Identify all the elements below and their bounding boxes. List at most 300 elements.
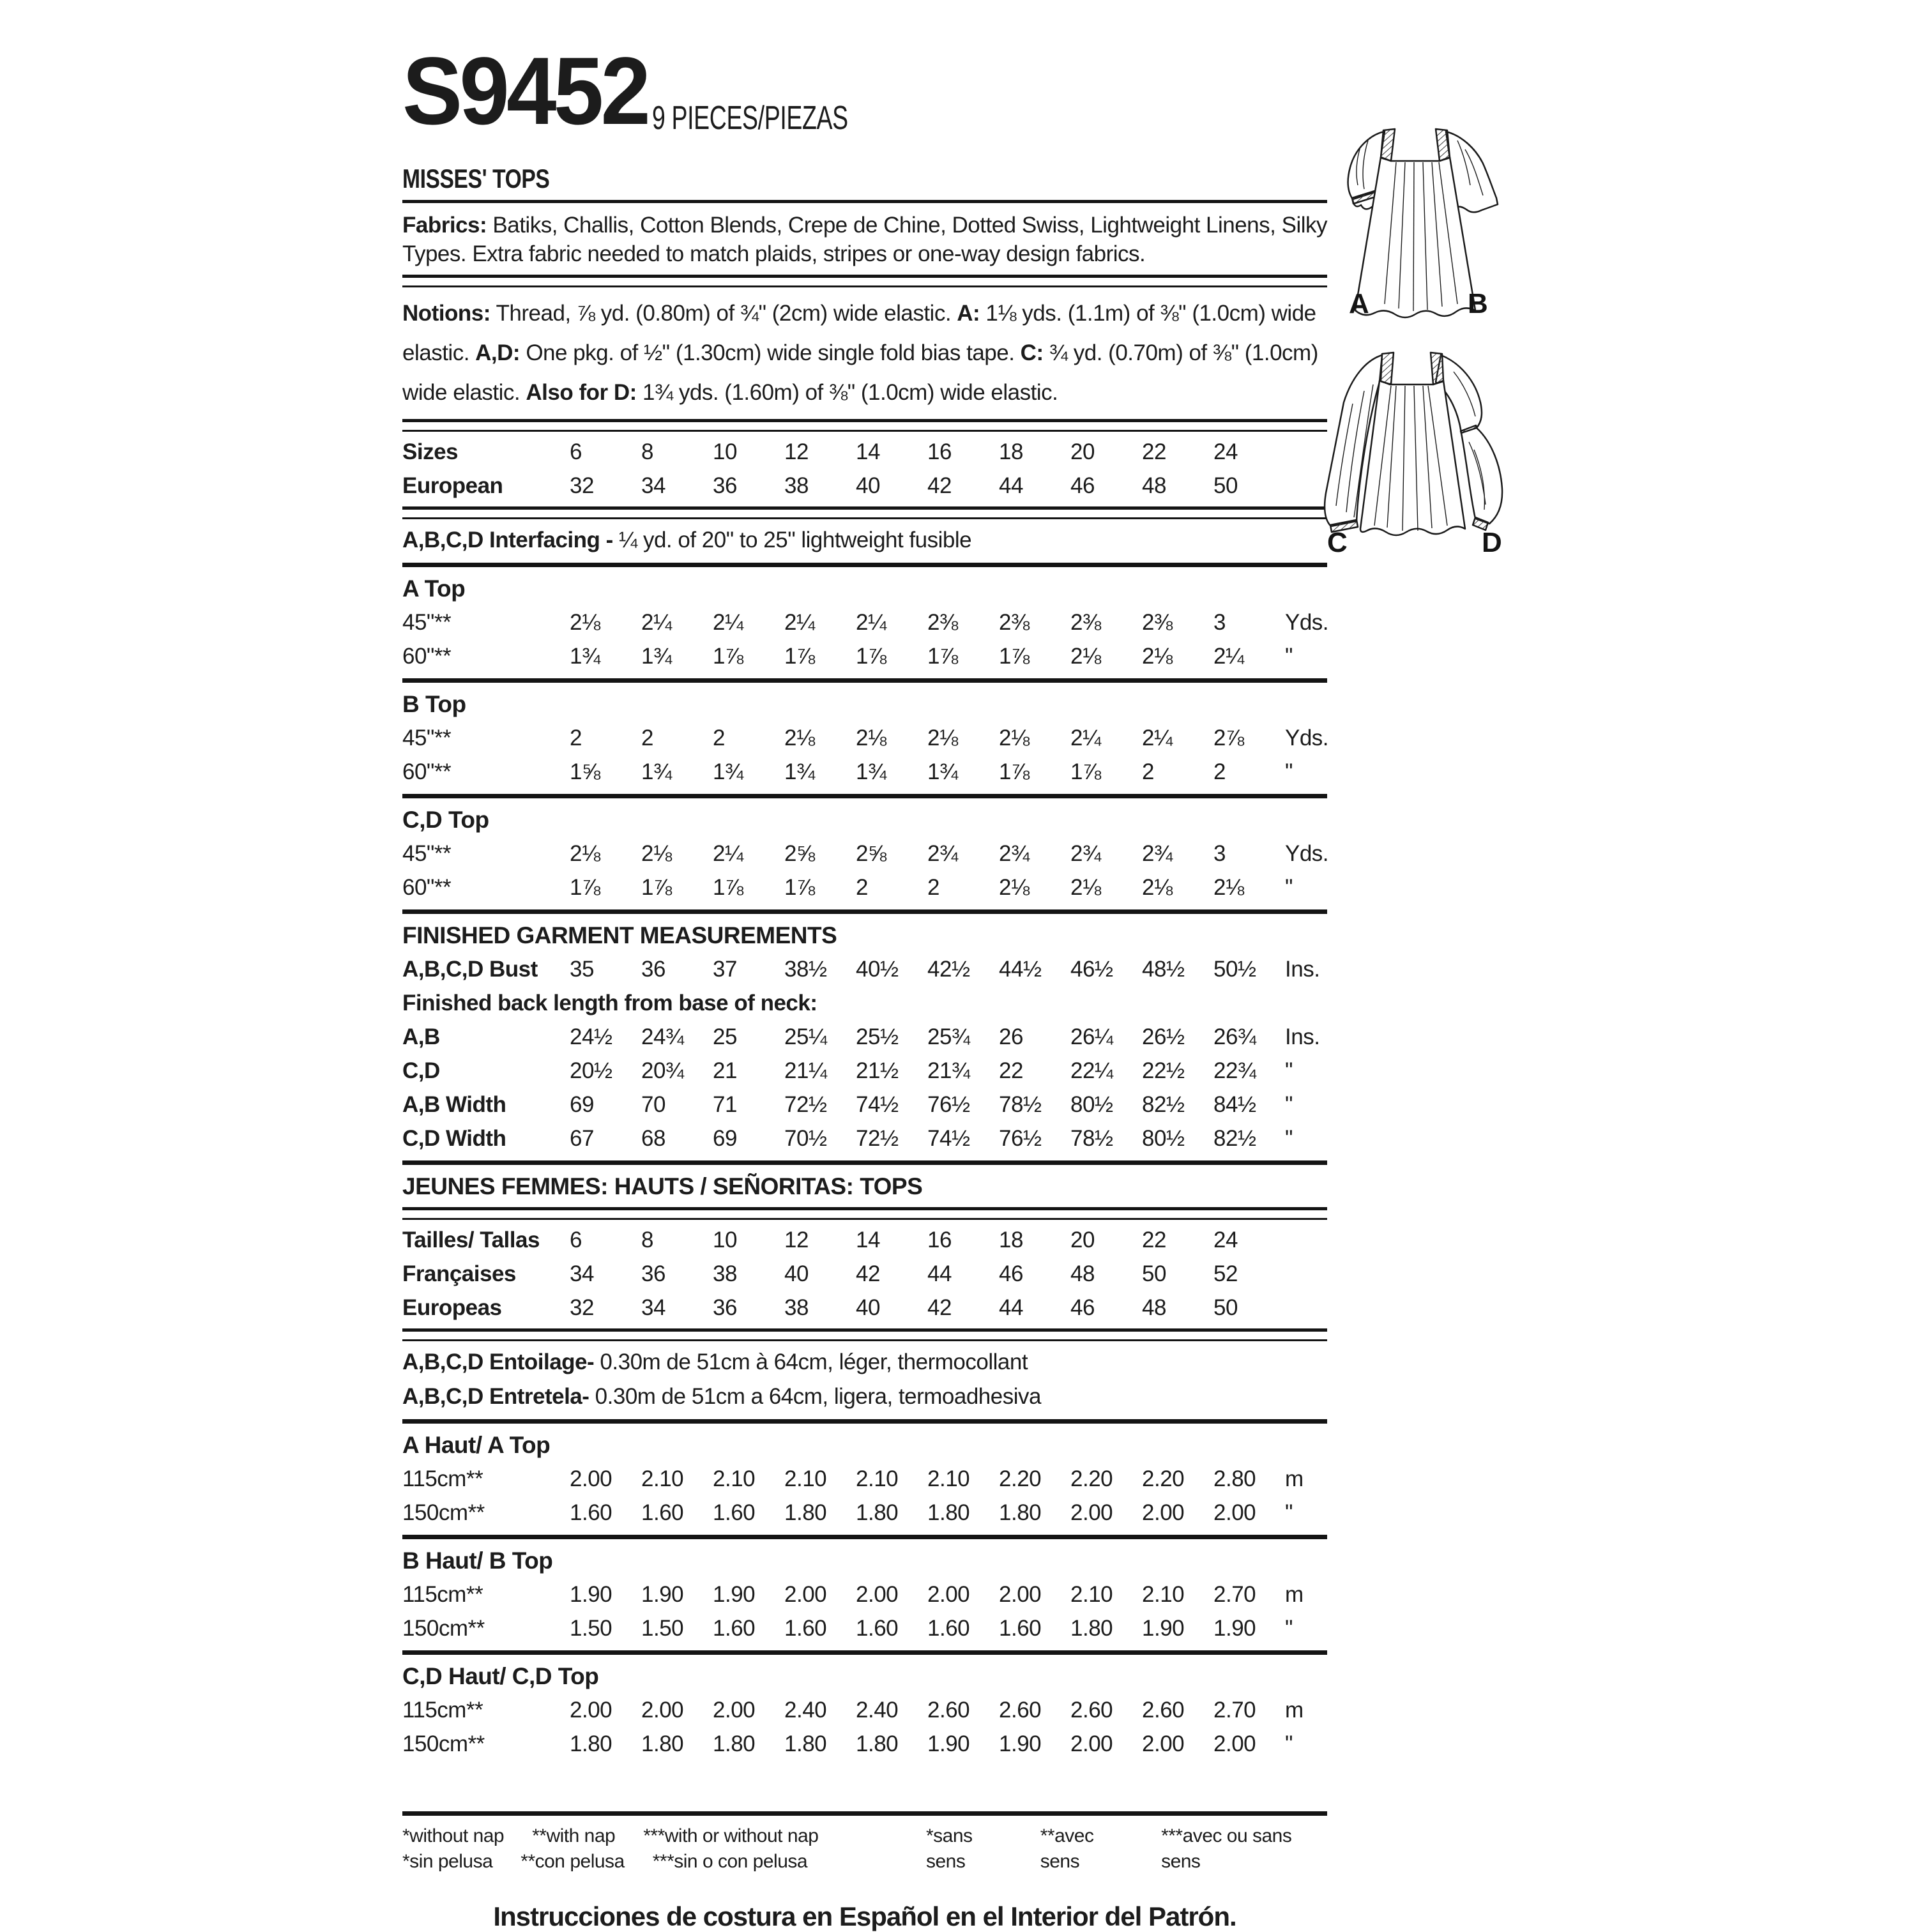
table-cell: 2⅛ (999, 875, 1030, 900)
table-cell: 74½ (927, 1126, 970, 1151)
table-cell: 2⅛ (999, 726, 1030, 750)
footnote-item: **avec sens (1040, 1825, 1094, 1872)
table-cell: 6 (570, 439, 582, 464)
table-cell: 1.80 (570, 1731, 612, 1756)
footnotes-french (926, 1823, 1327, 1875)
row-unit: " (1285, 1731, 1293, 1756)
table-cell: 2.60 (927, 1698, 970, 1723)
table-cell: 2 (1213, 759, 1226, 784)
table-cell: 80½ (1142, 1126, 1185, 1151)
view-d-label: D (1482, 527, 1502, 557)
table-cell: 22 (999, 1058, 1023, 1083)
divider-rule (402, 506, 1327, 519)
table-row (402, 1226, 1327, 1254)
footnotes-left (402, 1823, 926, 1875)
table-cell: 1⅞ (713, 644, 743, 669)
table-subheading: Finished back length from base of neck: (402, 991, 817, 1015)
table-cell: 38 (784, 1295, 809, 1320)
table-cell: 2⅛ (1070, 875, 1101, 900)
table-cell: 1.60 (999, 1616, 1042, 1641)
table-cell: 76½ (999, 1126, 1042, 1151)
row-label: European (402, 473, 503, 498)
footnote-item: *sans sens (926, 1825, 973, 1872)
table-row (402, 1696, 1327, 1724)
table-cell: 37 (713, 957, 737, 982)
strap-left (1381, 353, 1394, 384)
table-cell: 18 (999, 1228, 1023, 1252)
table-cell: 38 (713, 1261, 737, 1286)
yardage-table-a (402, 609, 1327, 671)
table-cell: 74½ (856, 1092, 899, 1117)
table-cell: 38 (784, 473, 809, 498)
table-cell: 1¾ (570, 644, 600, 669)
row-label: 45"** (402, 726, 452, 750)
table-row (402, 643, 1327, 671)
row-unit: Yds. (1285, 610, 1329, 635)
table-cell: 3 (1213, 610, 1226, 635)
table-cell: 1⅞ (927, 644, 958, 669)
table-row (402, 874, 1327, 902)
table-cell: 2⅝ (856, 841, 886, 866)
footnote-item: ***with or without nap (643, 1825, 819, 1846)
table-cell: 1.60 (713, 1616, 756, 1641)
table-cell: 50 (1213, 473, 1238, 498)
garment-views (1311, 121, 1528, 557)
interfacing-label: A,B,C,D Interfacing - (402, 528, 620, 552)
notions-text: ¾ yd. (0.70m) of ⅜" (1.0cm) wide elastic. (402, 340, 1318, 405)
table-cell: 2.10 (856, 1466, 899, 1491)
table-cell: 2 (641, 726, 653, 750)
table-cell: 2.00 (641, 1698, 684, 1723)
table-cell: 48 (1142, 1295, 1166, 1320)
table-cell: 35 (570, 957, 594, 982)
table-cell: 2 (856, 875, 868, 900)
table-cell: 1⅞ (1070, 759, 1101, 784)
table-cell: 18 (999, 439, 1023, 464)
notions-paragraph (402, 294, 1327, 413)
table-cell: 2.10 (713, 1466, 756, 1491)
row-label: 60"** (402, 759, 452, 784)
row-label: 115cm** (402, 1466, 483, 1491)
table-row (402, 1260, 1327, 1288)
table-cell: 2⅛ (1213, 875, 1244, 900)
table-cell: 22 (1142, 1228, 1166, 1252)
table-cell: 3 (1213, 841, 1226, 866)
table-cell: 42 (927, 473, 952, 498)
table-cell: 44 (927, 1261, 952, 1286)
table-cell: 2 (570, 726, 582, 750)
table-cell: 2.00 (570, 1466, 612, 1491)
table-cell: 1.80 (999, 1500, 1042, 1525)
table-cell: 6 (570, 1228, 582, 1252)
table-cell: 16 (927, 439, 952, 464)
table-cell: 2.10 (1070, 1582, 1113, 1607)
french-size-table (402, 1226, 1327, 1322)
table-cell: 1⅞ (641, 875, 672, 900)
table-cell: 25¼ (784, 1024, 827, 1049)
table-row (402, 1023, 1327, 1051)
table-cell: 2⅛ (1142, 875, 1173, 900)
view-b-label: B (1468, 288, 1488, 319)
fabrics-text: Batiks, Challis, Cotton Blends, Crepe de Chine, Dotted Swiss, Lightweight Linens, Silky Types. Extra fabric needed to match plaids, stripes or one-way design fabrics. (402, 213, 1327, 266)
row-label: Françaises (402, 1261, 516, 1286)
table-cell: 2.20 (1070, 1466, 1113, 1491)
footnotes-english (402, 1823, 926, 1849)
table-cell: 2.00 (570, 1698, 612, 1723)
row-unit: " (1285, 1092, 1293, 1117)
table-cell: 2⅛ (784, 726, 815, 750)
interfacing-note (402, 526, 1327, 555)
row-label: Tailles/ Tallas (402, 1228, 540, 1252)
footnote-item: ***avec ou sans sens (1161, 1825, 1292, 1872)
table-cell: 1.60 (641, 1500, 684, 1525)
spacer (402, 1764, 1327, 1804)
row-unit: Ins. (1285, 957, 1320, 982)
notions-text: One pkg. of ½" (1.30cm) wide single fold bias tape. (520, 340, 1021, 365)
table-row (402, 758, 1327, 786)
fabrics-label: Fabrics: (402, 213, 487, 238)
row-unit: m (1285, 1698, 1304, 1723)
table-cell: 2¾ (1142, 841, 1173, 866)
table-cell: 2.00 (1142, 1731, 1185, 1756)
table-cell: 2⅛ (570, 841, 600, 866)
table-row (402, 955, 1327, 984)
table-cell: 2¾ (1070, 841, 1101, 866)
table-cell: 1.80 (713, 1731, 756, 1756)
metric-table-b (402, 1581, 1327, 1643)
table-cell: 1.60 (713, 1500, 756, 1525)
table-row (402, 438, 1327, 466)
strap-right (1431, 353, 1443, 384)
row-label: 150cm** (402, 1500, 485, 1525)
row-unit: Ins. (1285, 1024, 1320, 1049)
table-cell: 2.00 (927, 1582, 970, 1607)
table-cell: 10 (713, 1228, 737, 1252)
table-cell: 2 (713, 726, 725, 750)
measurements-table (402, 955, 1327, 1153)
table-cell: 2⅛ (641, 841, 672, 866)
table-cell: 2⅛ (570, 610, 600, 635)
table-cell: 1⅞ (570, 875, 600, 900)
table-cell: 72½ (856, 1126, 899, 1151)
table-cell: 80½ (1070, 1092, 1113, 1117)
divider-rule (402, 1650, 1327, 1655)
table-cell: 50 (1142, 1261, 1166, 1286)
table-cell: 48½ (1142, 957, 1185, 982)
divider-rule (402, 1535, 1327, 1539)
notions-text: 1⅛ yds. (1.1m) of ⅜" (1.0cm) wide elastic. (402, 301, 1316, 365)
table-cell: 46½ (1070, 957, 1113, 982)
table-cell: 2.10 (784, 1466, 827, 1491)
table-cell: 12 (784, 1228, 809, 1252)
table-cell: 2.60 (1070, 1698, 1113, 1723)
table-cell: 32 (570, 473, 594, 498)
table-cell: 2.70 (1213, 1698, 1256, 1723)
table-cell: 24 (1213, 1228, 1238, 1252)
table-cell: 21 (713, 1058, 737, 1083)
table-row (402, 1294, 1327, 1322)
table-cell: 44½ (999, 957, 1042, 982)
table-cell: 1⅝ (570, 759, 600, 784)
row-unit: " (1285, 1126, 1293, 1151)
yardage-section-cd (402, 806, 1327, 914)
footnote-item: **with nap (532, 1825, 616, 1846)
table-cell: 34 (641, 473, 665, 498)
table-cell: 1⅞ (999, 759, 1030, 784)
table-cell: 1.80 (784, 1731, 827, 1756)
table-cell: 24½ (570, 1024, 612, 1049)
table-row (402, 1125, 1327, 1153)
table-cell: 26¾ (1213, 1024, 1256, 1049)
table-cell: 2.20 (1142, 1466, 1185, 1491)
pattern-number: S9452 (402, 37, 648, 144)
table-cell: 42 (927, 1295, 952, 1320)
row-unit: " (1285, 875, 1293, 900)
row-label: 45"** (402, 610, 452, 635)
table-cell: 1.80 (641, 1731, 684, 1756)
footnote-item: ***sin o con pelusa (652, 1851, 808, 1872)
section-title: B Haut/ B Top (402, 1548, 553, 1574)
divider-rule (402, 200, 1327, 203)
table-cell: 2¼ (856, 610, 886, 635)
table-cell: 78½ (999, 1092, 1042, 1117)
divider-rule (402, 275, 1327, 287)
table-cell: 2.40 (856, 1698, 899, 1723)
table-cell: 25½ (856, 1024, 899, 1049)
table-row (402, 472, 1327, 500)
row-label: 150cm** (402, 1731, 485, 1756)
table-cell: 36 (713, 1295, 737, 1320)
table-cell: 46 (1070, 1295, 1095, 1320)
divider-rule (402, 419, 1327, 432)
table-cell: 2.00 (856, 1582, 899, 1607)
spanish-instructions-note: Instrucciones de costura en Español en el Interior del Patrón. (493, 1901, 1236, 1931)
section-title: A Top (402, 575, 466, 602)
table-cell: 2⅜ (927, 610, 958, 635)
table-cell: 2.10 (927, 1466, 970, 1491)
table-cell: 8 (641, 1228, 653, 1252)
table-cell: 2⅛ (1070, 644, 1101, 669)
yardage-section-b (402, 690, 1327, 798)
table-cell: 2.40 (784, 1698, 827, 1723)
table-cell: 1.90 (641, 1582, 684, 1607)
table-cell: 14 (856, 439, 880, 464)
footnote-item: *sin pelusa (402, 1851, 493, 1872)
table-cell: 1.80 (856, 1500, 899, 1525)
table-cell: 2.00 (1070, 1731, 1113, 1756)
table-cell: 52 (1213, 1261, 1238, 1286)
fabrics-paragraph (402, 211, 1327, 268)
table-cell: 1.60 (856, 1616, 899, 1641)
table-row (402, 609, 1327, 637)
divider-rule (402, 794, 1327, 798)
table-cell: 1.80 (856, 1731, 899, 1756)
table-cell: 2 (1142, 759, 1154, 784)
table-cell: 2 (927, 875, 939, 900)
table-row (402, 1730, 1327, 1758)
table-cell: 70½ (784, 1126, 827, 1151)
table-cell: 40 (856, 473, 880, 498)
entoilage-text: 0.30m de 51cm à 64cm, léger, thermocollant (594, 1350, 1028, 1374)
table-cell: 78½ (1070, 1126, 1113, 1151)
row-label: 115cm** (402, 1698, 483, 1723)
table-cell: 2¼ (784, 610, 815, 635)
footnote-item: **con pelusa (521, 1851, 625, 1872)
table-cell: 1.90 (927, 1731, 970, 1756)
table-cell: 21¼ (784, 1058, 827, 1083)
strap-right (1436, 129, 1450, 161)
table-cell: 36 (713, 473, 737, 498)
table-cell: 2⅜ (1142, 610, 1173, 635)
table-cell: 1.60 (784, 1616, 827, 1641)
table-cell: 1¾ (713, 759, 743, 784)
table-cell: 32 (570, 1295, 594, 1320)
table-cell: 25 (713, 1024, 737, 1049)
table-cell: 50½ (1213, 957, 1256, 982)
table-cell: 1.90 (1213, 1616, 1256, 1641)
category-title: MISSES' TOPS (402, 164, 550, 194)
divider-rule (402, 909, 1327, 914)
table-cell: 2⅜ (1070, 610, 1101, 635)
table-cell: 2¼ (1070, 726, 1101, 750)
french-section-title: JEUNES FEMMES: HAUTS / SEÑORITAS: TOPS (402, 1173, 923, 1199)
metric-table-a (402, 1465, 1327, 1527)
table-cell: 67 (570, 1126, 594, 1151)
view-c-label: C: (1020, 340, 1044, 365)
table-cell: 40 (784, 1261, 809, 1286)
table-cell: 14 (856, 1228, 880, 1252)
table-cell: 2¼ (713, 610, 743, 635)
divider-rule (402, 1207, 1327, 1220)
table-cell: 1.90 (570, 1582, 612, 1607)
metric-table-cd (402, 1696, 1327, 1758)
entretela-text: 0.30m de 51cm a 64cm, ligera, termoadhesiva (589, 1384, 1041, 1409)
table-cell: 26 (999, 1024, 1023, 1049)
table-cell: 2¼ (713, 841, 743, 866)
view-a-label: A: (957, 301, 980, 326)
table-cell: 1⅞ (713, 875, 743, 900)
view-a-label: A (1349, 288, 1369, 319)
table-cell: 1.80 (927, 1500, 970, 1525)
table-cell: 71 (713, 1092, 737, 1117)
table-cell: 38½ (784, 957, 827, 982)
divider-rule (402, 1160, 1327, 1165)
table-cell: 72½ (784, 1092, 827, 1117)
table-cell: 22 (1142, 439, 1166, 464)
table-cell: 2¼ (1142, 726, 1173, 750)
section-title: B Top (402, 691, 466, 717)
table-cell: 2.60 (1142, 1698, 1185, 1723)
table-cell: 2.60 (999, 1698, 1042, 1723)
footnotes (402, 1823, 1327, 1875)
section-title: C,D Haut/ C,D Top (402, 1663, 599, 1689)
table-cell: 26½ (1142, 1024, 1185, 1049)
row-label: 60"** (402, 644, 452, 669)
measurements-title: FINISHED GARMENT MEASUREMENTS (402, 922, 837, 948)
table-cell: 1¾ (641, 644, 672, 669)
views-cd-illustration (1311, 346, 1512, 557)
table-cell: 2.00 (713, 1698, 756, 1723)
size-table (402, 438, 1327, 500)
table-cell: 2¾ (927, 841, 958, 866)
yardage-table-b (402, 724, 1327, 786)
divider-rule (402, 1811, 1327, 1816)
table-cell: 2.00 (1213, 1500, 1256, 1525)
row-label: C,D (402, 1058, 440, 1083)
table-row (402, 1499, 1327, 1527)
table-cell: 84½ (1213, 1092, 1256, 1117)
strap-left (1381, 129, 1395, 161)
table-cell: 12 (784, 439, 809, 464)
entretela-note (402, 1382, 1327, 1411)
row-unit: Yds. (1285, 726, 1329, 750)
divider-rule (402, 1328, 1327, 1341)
entoilage-label: A,B,C,D Entoilage- (402, 1350, 595, 1374)
table-cell: 1¾ (641, 759, 672, 784)
table-row (402, 1615, 1327, 1643)
table-cell: 25¾ (927, 1024, 970, 1049)
table-cell: 2.00 (999, 1582, 1042, 1607)
table-row (402, 1057, 1327, 1085)
table-cell: 2.80 (1213, 1466, 1256, 1491)
table-cell: 2⅞ (1213, 726, 1244, 750)
table-cell: 1.80 (784, 1500, 827, 1525)
pieces-count: 9 PIECES/PIEZAS (651, 100, 848, 137)
table-row (402, 1091, 1327, 1119)
table-cell: 69 (570, 1092, 594, 1117)
table-cell: 1¾ (784, 759, 815, 784)
table-cell: 68 (641, 1126, 665, 1151)
table-cell: 1⅞ (784, 644, 815, 669)
metric-section-cd (402, 1662, 1327, 1758)
entretela-label: A,B,C,D Entretela- (402, 1384, 589, 1409)
divider-rule (402, 1419, 1327, 1424)
table-cell: 2.00 (1070, 1500, 1113, 1525)
row-label: 60"** (402, 875, 452, 900)
table-cell: 22¾ (1213, 1058, 1256, 1083)
section-title: C,D Top (402, 807, 489, 833)
table-cell: 40 (856, 1295, 880, 1320)
table-cell: 2.10 (641, 1466, 684, 1491)
table-cell: 20¾ (641, 1058, 684, 1083)
row-label: A,B,C,D Bust (402, 957, 538, 982)
yardage-table-cd (402, 840, 1327, 902)
table-cell: 76½ (927, 1092, 970, 1117)
notions-label: Notions: (402, 301, 490, 326)
table-row (402, 1581, 1327, 1609)
yardage-section-a (402, 575, 1327, 683)
table-row (402, 1465, 1327, 1493)
row-unit: " (1285, 1616, 1293, 1641)
table-cell: 2¼ (1213, 644, 1244, 669)
table-cell: 2⅝ (784, 841, 815, 866)
row-unit: " (1285, 644, 1293, 669)
table-cell: 50 (1213, 1295, 1238, 1320)
table-cell: 2.00 (784, 1582, 827, 1607)
table-cell: 1⅞ (856, 644, 886, 669)
table-cell: 2⅛ (856, 726, 886, 750)
table-cell: 8 (641, 439, 653, 464)
notions-text: 1¾ yds. (1.60m) of ⅜" (1.0cm) wide elastic. (636, 380, 1058, 405)
row-label: Europeas (402, 1295, 502, 1320)
row-label: 115cm** (402, 1582, 483, 1607)
row-unit: m (1285, 1582, 1304, 1607)
table-cell: 44 (999, 473, 1023, 498)
table-cell: 1.90 (999, 1731, 1042, 1756)
header (402, 37, 1327, 144)
table-cell: 36 (641, 957, 665, 982)
table-cell: 26¼ (1070, 1024, 1113, 1049)
